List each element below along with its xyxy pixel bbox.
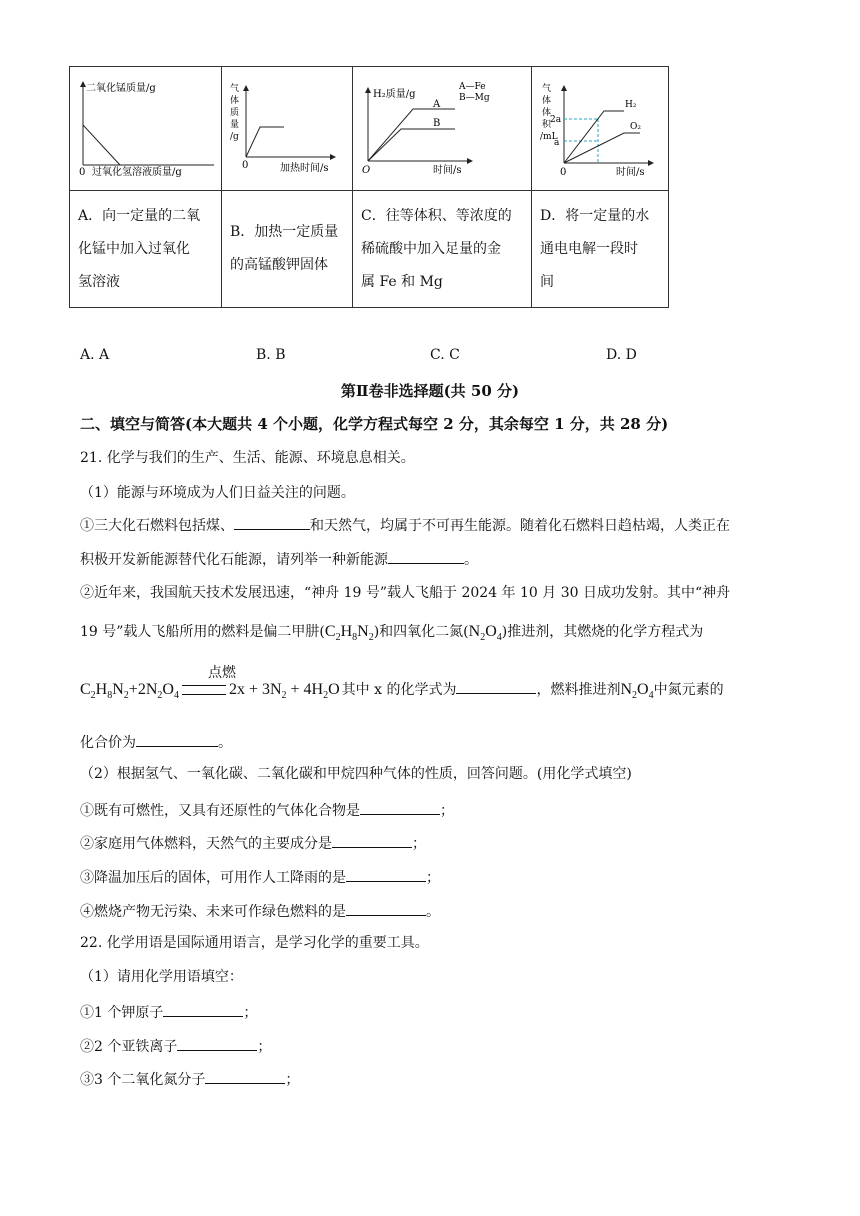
fig-b-origin: 0 [242, 160, 249, 171]
fig-d-tick-low: a [554, 138, 560, 148]
q21-part2: （2）根据氢气、一氧化碳、二氧化碳和甲烷四种气体的性质，回答问题。(用化学式填空) [80, 766, 632, 782]
answer-blank[interactable] [346, 900, 426, 916]
q22-item-3: ③3 个二氧化氮分子 ； [80, 1068, 299, 1090]
fig-b-ylabel-1: 气 [230, 84, 240, 94]
caption-a: A．向一定量的二氧 化锰中加入过氧化 氢溶液 [70, 191, 222, 308]
fig-d-ylabel-5: /mL [540, 132, 558, 142]
figure-c-graph [353, 67, 531, 190]
fig-b-ylabel-5: /g [230, 132, 239, 142]
caption-b: B．加热一定质量 的高锰酸钾固体 [222, 191, 353, 308]
figure-b-cell [222, 67, 353, 191]
figure-d-cell [532, 67, 669, 191]
fig-d-origin: 0 [560, 167, 567, 178]
answer-blank[interactable] [163, 1001, 243, 1017]
section-title: 第Ⅱ卷非选择题(共 50 分) [340, 382, 520, 400]
fig-b-ylabel-4: 量 [230, 120, 240, 130]
answer-blank[interactable] [346, 866, 426, 882]
fig-d-tick-high: 2a [550, 115, 562, 125]
reaction-equation-line: $C_2H_8N_2+2N_2O_4$ $2x + 3N_2 + 4H_2O$ 其中 x 的化学式为 ，燃料推进剂$N_2O_4$中氮元素的 [80, 678, 724, 706]
q21-stem: 21. 化学与我们的生产、生活、能源、环境息息相关。 [80, 450, 415, 466]
fig-c-legend-b: B—Mg [459, 93, 490, 103]
q21-p1-1-line2: 积极开发新能源替代化石能源，请列举一种新能源 。 [80, 548, 478, 570]
fuel-formula: $C_2H_8N_2$ [324, 623, 374, 644]
answer-blank[interactable] [456, 678, 536, 694]
caption-d: D．将一定量的水 通电电解一段时 间 [532, 191, 669, 308]
fig-b-xlabel: 加热时间/s [280, 163, 329, 174]
fig-d-curve-o2: O₂ [630, 122, 641, 132]
q21-p1-1-line1: ①三大化石燃料包括煤、 和天然气，均属于不可再生能源。随着化石燃料日趋枯竭，人类正在 [80, 514, 730, 536]
answer-d[interactable]: D. D [606, 347, 637, 363]
figure-b-graph [222, 67, 352, 190]
answer-blank[interactable] [136, 731, 218, 747]
fig-b-ylabel-3: 质 [230, 108, 240, 118]
fig-c-curve-b: B [433, 118, 441, 129]
q21-item-3: ③降温加压后的固体，可用作人工降雨的是 ； [80, 866, 440, 888]
reaction-condition: 点燃 [208, 665, 236, 681]
answer-blank[interactable] [388, 548, 464, 564]
fig-a-xlabel: 过氧化氢溶液质量/g [92, 167, 182, 178]
oxidizer-formula-2: $N_2O_4$ [620, 681, 654, 702]
oxidizer-formula: $N_2O_4$ [468, 623, 502, 644]
fig-d-ylabel-3: 体 [542, 108, 552, 118]
answer-blank[interactable] [332, 832, 412, 848]
fig-d-ylabel-4: 积 [542, 120, 552, 130]
fig-a-ylabel: 二氧化锰质量/g [86, 83, 156, 94]
q21-valence-line: 化合价为 。 [80, 731, 232, 753]
answer-a[interactable]: A. A [80, 347, 110, 363]
q22-item-1: ①1 个钾原子 ； [80, 1001, 257, 1023]
answer-blank[interactable] [177, 1035, 257, 1051]
figure-d-graph [532, 67, 668, 190]
fig-d-ylabel-1: 气 [542, 84, 552, 94]
q21-p1-2-line2: 19 号”载人飞船所用的燃料是偏二甲肼$(C_2H_8N_2)$和四氧化二氮$(N_2O_4)$推进剂，其燃烧的化学方程式为 [80, 623, 704, 644]
figure-a-cell [70, 67, 222, 191]
fig-a-origin: 0 [79, 167, 86, 178]
answer-blank[interactable] [234, 514, 310, 530]
q21-item-4: ④燃烧产物无污染、未来可作绿色燃料的是 。 [80, 900, 440, 922]
fig-c-curve-a: A [433, 99, 441, 110]
q21-part1: （1）能源与环境成为人们日益关注的问题。 [80, 485, 355, 501]
q21-item-1: ①既有可燃性，又具有还原性的气体化合物是 ； [80, 799, 454, 821]
fig-d-ylabel-2: 体 [542, 96, 552, 106]
q21-item-2: ②家庭用气体燃料，天然气的主要成分是 ； [80, 832, 426, 854]
part-heading: 二、填空与简答(本大题共 4 个小题，化学方程式每空 2 分，其余每空 1 分，共 28 分) [80, 415, 669, 433]
figure-c-cell [353, 67, 532, 191]
answer-blank[interactable] [205, 1068, 285, 1084]
answer-c[interactable]: C. C [430, 347, 460, 363]
q22-item-2: ②2 个亚铁离子 ； [80, 1035, 271, 1057]
q22-part1: （1）请用化学用语填空： [80, 969, 243, 985]
equals-sign [182, 685, 226, 695]
options-table [69, 66, 669, 308]
reaction-lhs: $C_2H_8N_2+2N_2O_4$ [80, 681, 179, 702]
fig-d-curve-h2: H₂ [625, 100, 637, 110]
caption-c: C．往等体积、等浓度的 稀硫酸中加入足量的金 属 Fe 和 Mg [353, 191, 532, 308]
q21-p1-2-line1: ②近年来，我国航天技术发展迅速，“神舟 19 号”载人飞船于 2024 年 10 月 30 日成功发射。其中“神舟 [80, 585, 731, 601]
fig-c-ylabel: H₂质量/g [373, 89, 416, 100]
q22-stem: 22. 化学用语是国际通用语言，是学习化学的重要工具。 [80, 935, 429, 951]
fig-c-origin: O [362, 165, 371, 176]
answer-blank[interactable] [360, 799, 440, 815]
fig-c-legend-a: A—Fe [459, 82, 486, 92]
fig-d-xlabel: 时间/s [616, 167, 645, 178]
answer-b[interactable]: B. B [256, 347, 286, 363]
reaction-rhs: $2x + 3N_2 + 4H_2O$ [228, 681, 340, 702]
figure-a-graph [70, 67, 221, 190]
fig-c-xlabel: 时间/s [433, 165, 462, 176]
fig-b-ylabel-2: 体 [230, 96, 240, 106]
